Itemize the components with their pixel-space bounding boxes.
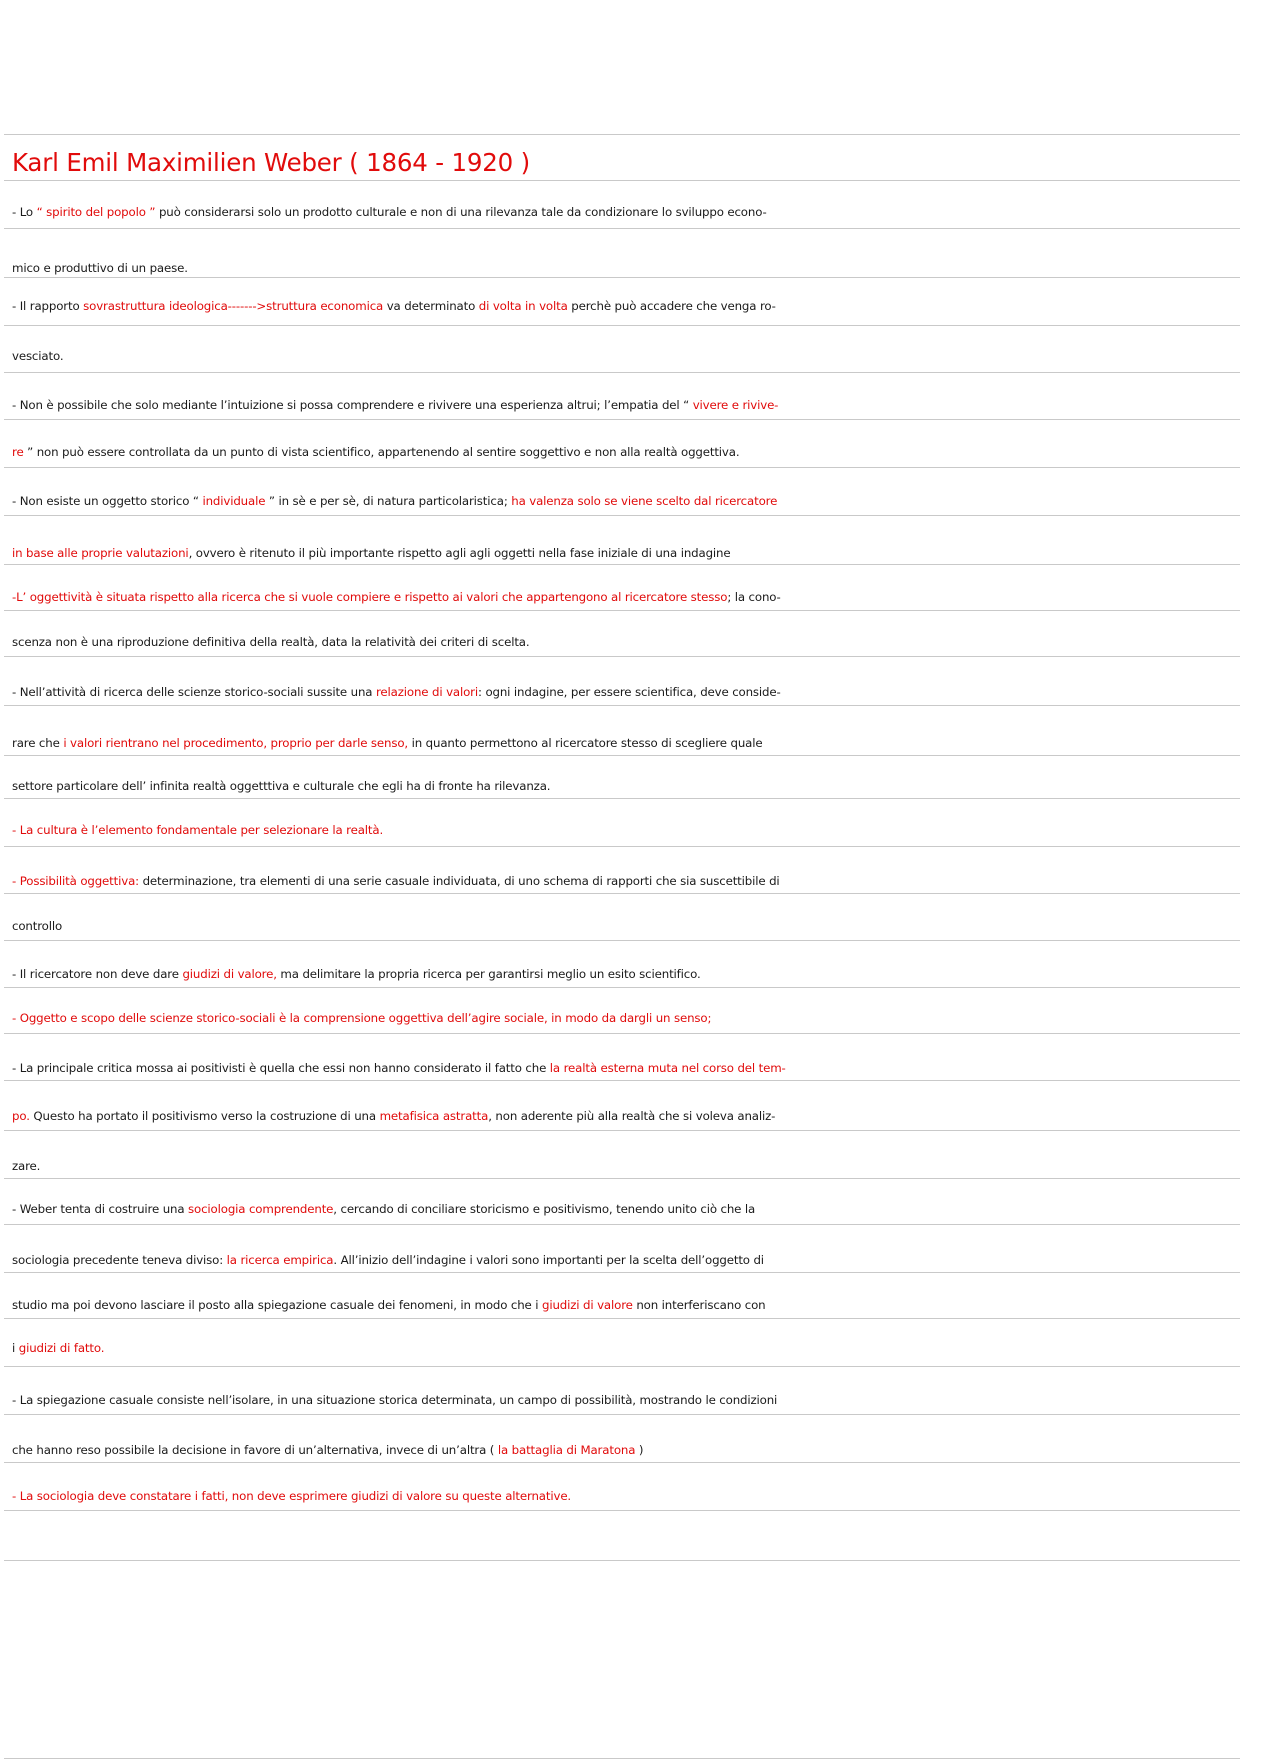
body-text: vesciato. — [12, 349, 64, 363]
ruled-line — [4, 134, 1240, 135]
text-line — [12, 393, 1244, 417]
text-line — [12, 1006, 1244, 1030]
text-line — [12, 962, 1244, 986]
text-line — [12, 200, 1244, 224]
text-line — [12, 680, 1244, 704]
body-text: , non aderente più alla realtà che si voleva analiz- — [488, 1109, 776, 1123]
ruled-line — [4, 1272, 1240, 1273]
ruled-line — [4, 656, 1240, 657]
body-text: Questo ha portato il positivismo verso la costruzione di una — [29, 1109, 380, 1123]
ruled-line — [4, 1178, 1240, 1179]
body-text: studio ma poi devono lasciare il posto alla spiegazione casuale dei fenomeni, in modo che i — [12, 1298, 542, 1312]
highlighted-text: la battaglia di Maratona — [497, 1443, 636, 1457]
body-text: , cercando di conciliare storicismo e positivismo, tenendo unito ciò che la — [333, 1202, 756, 1216]
highlighted-text: - Oggetto e scopo delle scienze storico-sociali è la comprensione oggettiva dell’agire sociale, in modo da dargli un senso; — [12, 1011, 712, 1025]
text-line — [12, 1104, 1244, 1128]
body-text: - La spiegazione casuale consiste nell’isolare, in una situazione storica determinata, un campo di possibilità, mostrando le condizioni — [12, 1393, 778, 1407]
body-text: - Non esiste un oggetto storico “ — [12, 494, 203, 508]
page-title: Karl Emil Maximilien Weber ( 1864 - 1920 ) — [12, 148, 530, 177]
highlighted-text: metafisica astratta — [379, 1109, 489, 1123]
body-text: ma delimitare la propria ricerca per garantirsi meglio un esito scientifico. — [276, 967, 701, 981]
ruled-line — [4, 1366, 1240, 1367]
highlighted-text: giudizi di fatto. — [18, 1341, 105, 1355]
ruled-line — [4, 1130, 1240, 1131]
text-line — [12, 256, 1244, 280]
ruled-line — [4, 940, 1240, 941]
body-text: settore particolare dell’ infinita realtà oggetttiva e culturale che egli ha di fronte ha rilevanza. — [12, 779, 551, 793]
text-line — [12, 344, 1244, 368]
text-line — [12, 489, 1244, 513]
highlighted-text: la realtà esterna muta nel corso del tem- — [549, 1061, 786, 1075]
body-text: , ovvero è ritenuto il più importante rispetto agli agli oggetti nella fase iniziale di una indagine — [188, 546, 731, 560]
body-text: ” in sè e per sè, di natura particolaristica; — [265, 494, 512, 508]
ruled-line — [4, 1224, 1240, 1225]
body-text: - Il ricercatore non deve dare — [12, 967, 183, 981]
ruled-line — [4, 1414, 1240, 1415]
ruled-line — [4, 372, 1240, 373]
ruled-line — [4, 515, 1240, 516]
ruled-line — [4, 1510, 1240, 1511]
text-line — [12, 1154, 1244, 1178]
text-line — [12, 541, 1244, 565]
body-text: zare. — [12, 1159, 41, 1173]
body-text: - Il rapporto — [12, 299, 84, 313]
ruled-line — [4, 755, 1240, 756]
text-line — [12, 1293, 1244, 1317]
text-line — [12, 869, 1244, 893]
text-line — [12, 774, 1244, 798]
ruled-line — [4, 1462, 1240, 1463]
text-line — [12, 1197, 1244, 1221]
body-text: - Weber tenta di costruire una — [12, 1202, 189, 1216]
body-text: - La principale critica mossa ai positivisti è quella che essi non hanno considerato il fatto che — [12, 1061, 550, 1075]
ruled-line — [4, 180, 1240, 181]
ruled-line — [4, 798, 1240, 799]
highlighted-text: “ spirito del popolo ” — [36, 205, 156, 219]
highlighted-text: po. — [12, 1109, 30, 1123]
text-line — [12, 1056, 1244, 1080]
ruled-line — [4, 467, 1240, 468]
body-text: controllo — [12, 919, 63, 933]
highlighted-text: relazione di valori — [375, 685, 479, 699]
text-line — [12, 440, 1244, 464]
body-text: va determinato — [383, 299, 479, 313]
ruled-line — [4, 419, 1240, 420]
highlighted-text: - Possibilità oggettiva: — [12, 874, 139, 888]
body-text: perchè può accadere che venga ro- — [567, 299, 776, 313]
text-line — [12, 1438, 1244, 1462]
ruled-line — [4, 705, 1240, 706]
body-text: sociologia precedente teneva diviso: — [12, 1253, 227, 1267]
ruled-line — [4, 1758, 1240, 1759]
body-text: scenza non è una riproduzione definitiva della realtà, data la relatività dei criteri di scelta. — [12, 635, 530, 649]
body-text: - Lo — [12, 205, 37, 219]
text-line — [12, 818, 1244, 842]
ruled-line — [4, 228, 1240, 229]
highlighted-text: -L’ oggettività è situata rispetto alla ricerca che si vuole compiere e rispetto ai valori che appartengono al ricercatore stesso — [12, 590, 728, 604]
highlighted-text: di volta in volta — [478, 299, 568, 313]
ruled-line — [4, 893, 1240, 894]
highlighted-text: vivere e rivive- — [692, 398, 779, 412]
highlighted-text: sociologia comprendente — [188, 1202, 334, 1216]
text-line — [12, 1248, 1244, 1272]
text-line — [12, 914, 1244, 938]
highlighted-text: ha valenza solo se viene scelto dal ricercatore — [511, 494, 778, 508]
text-line — [12, 731, 1244, 755]
highlighted-text: la ricerca empirica — [226, 1253, 334, 1267]
body-text: non interferiscano con — [632, 1298, 766, 1312]
highlighted-text: - La sociologia deve constatare i fatti, non deve esprimere giudizi di valore su queste alternative. — [12, 1489, 572, 1503]
body-text: mico e produttivo di un paese. — [12, 261, 188, 275]
text-line — [12, 1336, 1244, 1360]
highlighted-text: giudizi di valore — [542, 1298, 633, 1312]
ruled-line — [4, 1033, 1240, 1034]
body-text: ” non può essere controllata da un punto di vista scientifico, appartenendo al sentire soggettivo e non alla realtà oggettiva. — [23, 445, 740, 459]
text-line — [12, 630, 1244, 654]
highlighted-text: individuale — [202, 494, 266, 508]
body-text: ) — [635, 1443, 644, 1457]
text-line — [12, 294, 1244, 318]
body-text: che hanno reso possibile la decisione in favore di un’alternativa, invece di un’altra ( — [12, 1443, 498, 1457]
body-text: ; la cono- — [727, 590, 781, 604]
body-text: : ogni indagine, per essere scientifica, deve conside- — [478, 685, 781, 699]
body-text: - Non è possibile che solo mediante l’intuizione si possa comprendere e rivivere una esperienza altrui; l’empatia del “ — [12, 398, 693, 412]
body-text: - Nell’attività di ricerca delle scienze storico-sociali sussite una — [12, 685, 376, 699]
ruled-line — [4, 987, 1240, 988]
text-line — [12, 585, 1244, 609]
body-text: in quanto permettono al ricercatore stesso di scegliere quale — [408, 736, 763, 750]
text-line — [12, 1388, 1244, 1412]
body-text: rare che — [12, 736, 64, 750]
highlighted-text: re — [12, 445, 24, 459]
highlighted-text: - La cultura è l’elemento fondamentale per selezionare la realtà. — [12, 823, 384, 837]
ruled-line — [4, 1080, 1240, 1081]
ruled-line — [4, 325, 1240, 326]
ruled-line — [4, 610, 1240, 611]
highlighted-text: i valori rientrano nel procedimento, proprio per darle senso, — [63, 736, 408, 750]
highlighted-text: in base alle proprie valutazioni — [12, 546, 189, 560]
body-text: i — [12, 1341, 19, 1355]
body-text: determinazione, tra elementi di una serie casuale individuata, di uno schema di rapporti che sia suscettibile di — [138, 874, 780, 888]
highlighted-text: sovrastruttura ideologica------->struttura economica — [83, 299, 384, 313]
ruled-line — [4, 846, 1240, 847]
ruled-line — [4, 1318, 1240, 1319]
highlighted-text: giudizi di valore, — [182, 967, 277, 981]
ruled-line — [4, 1560, 1240, 1561]
body-text: . All’inizio dell’indagine i valori sono importanti per la scelta dell’oggetto di — [333, 1253, 764, 1267]
text-line — [12, 1484, 1244, 1508]
body-text: può considerarsi solo un prodotto culturale e non di una rilevanza tale da condizionare lo sviluppo econo- — [155, 205, 767, 219]
